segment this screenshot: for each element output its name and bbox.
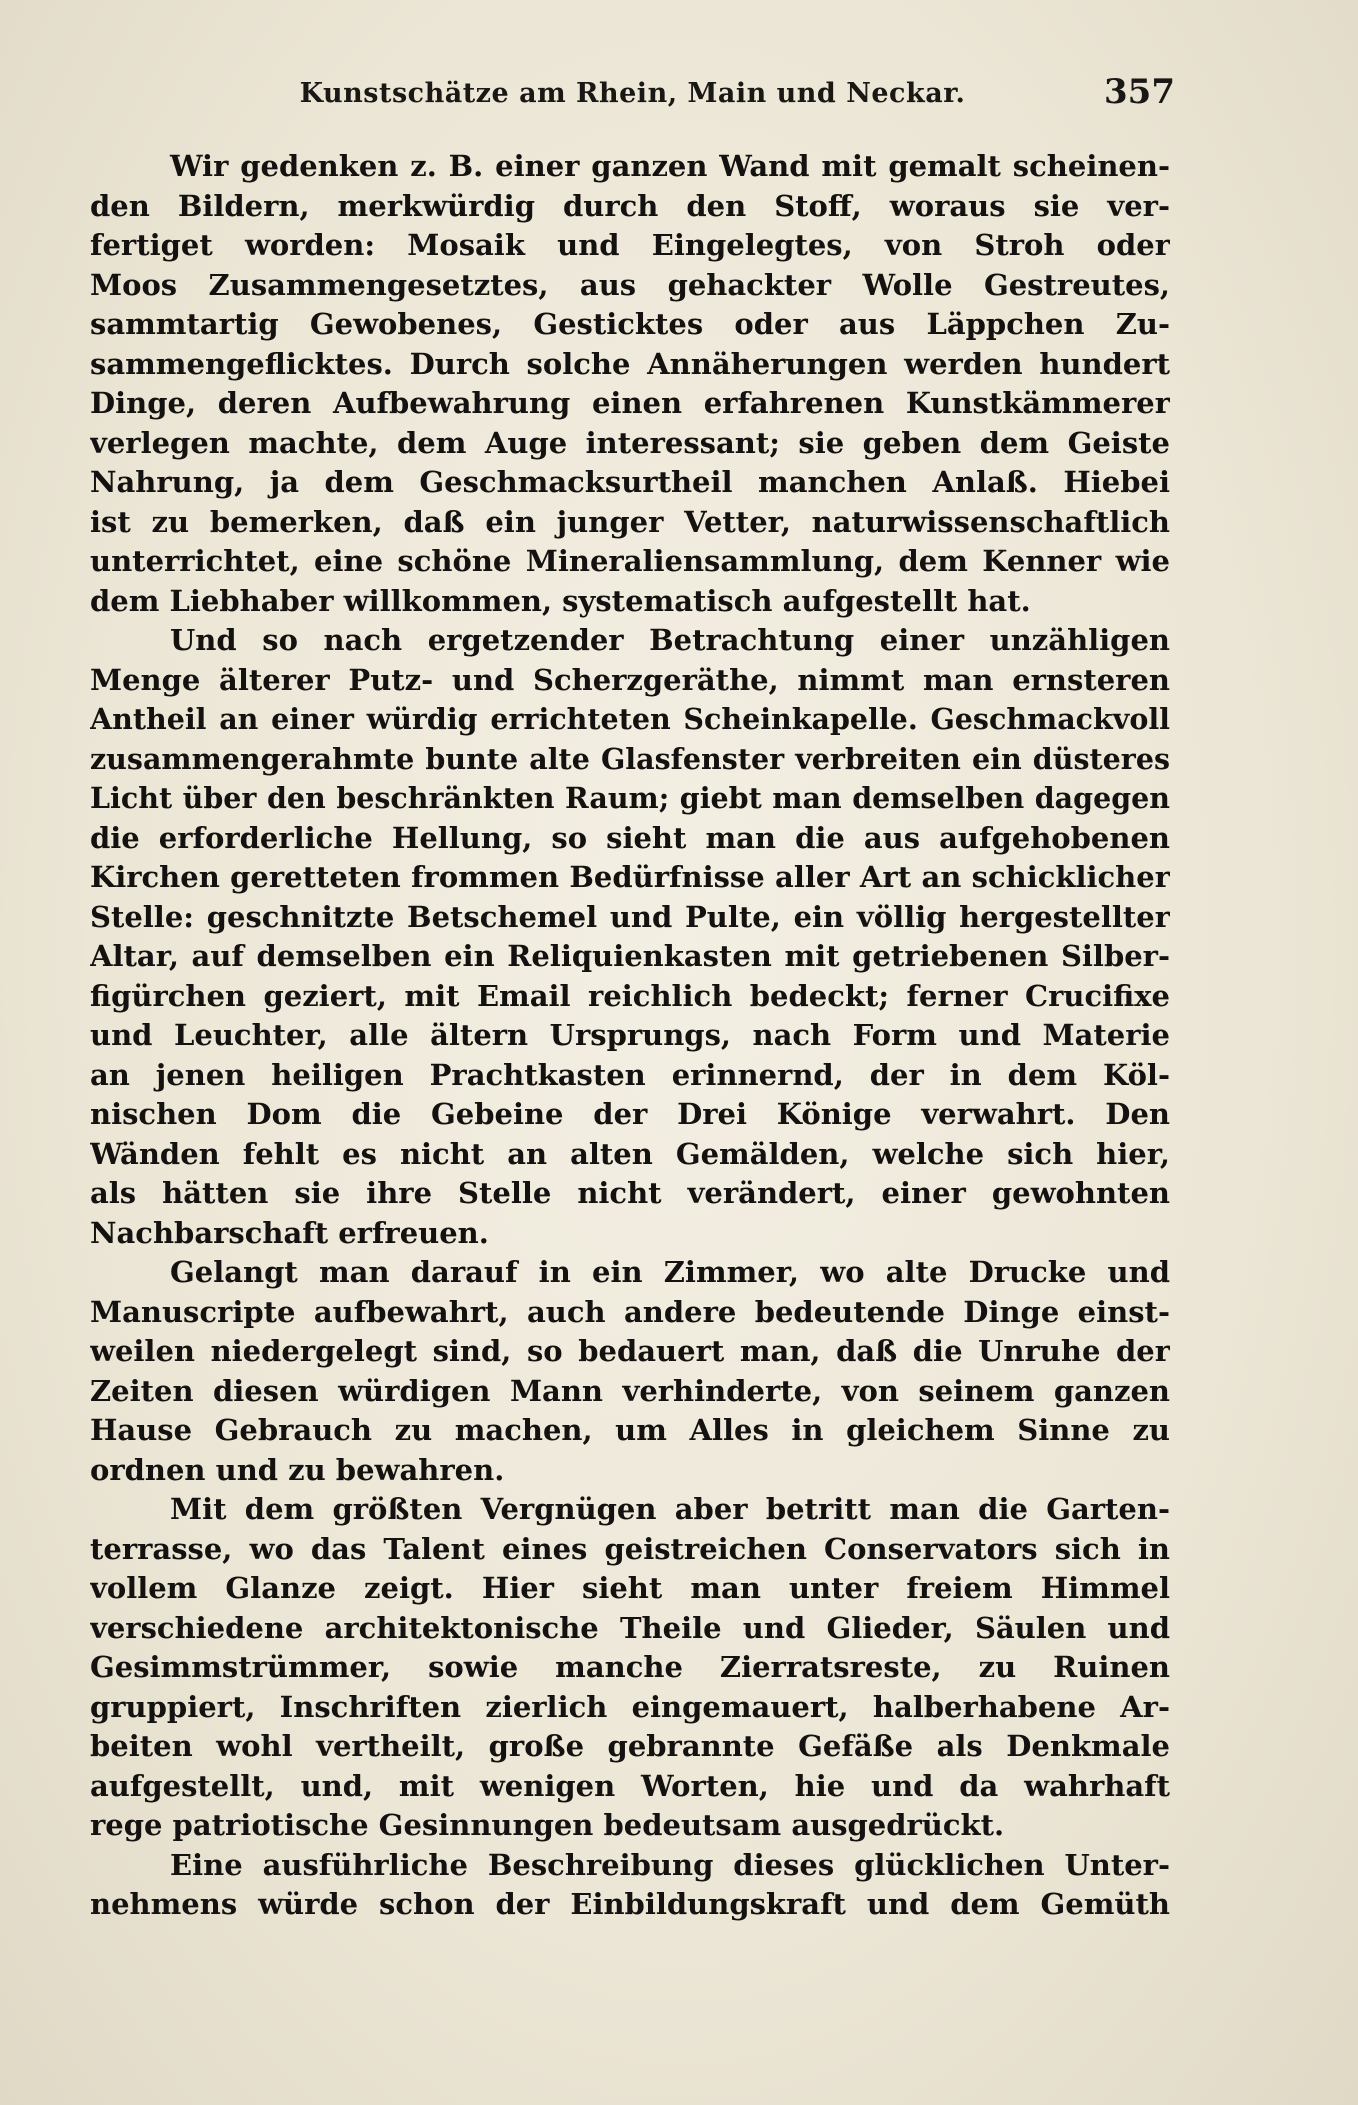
text-line: Hause Gebrauch zu machen, um Alles in gleichem Sinne zu [90,1413,1170,1447]
text-line: zusammengerahmte bunte alte Glasfenster verbreiten ein düsteres [90,741,1170,776]
text-line: vollem Glanze zeigt. Hier sieht man unter freiem Himmel [90,1571,1170,1605]
text-line: Wir gedenken z. B. einer ganzen Wand mit gemalt scheinen- [170,149,1170,183]
text-line: gruppiert, Inschriften zierlich eingemauert, halberhabene Ar- [90,1689,1170,1724]
text-line: Antheil an einer würdig errichteten Scheinkapelle. Geschmackvoll [90,702,1170,736]
text-line: den Bildern, merkwürdig durch den Stoff, woraus sie ver- [90,188,1170,223]
text-line: Moos Zusammengesetztes, aus gehackter Wolle Gestreutes, [90,267,1170,302]
text-line: fertiget worden: Mosaik und Eingelegtes, von Stroh oder [90,228,1170,262]
text-line: als hätten sie ihre Stelle nicht verändert, einer gewohnten [90,1176,1170,1210]
text-line: Eine ausführliche Beschreibung dieses glücklichen Unter- [170,1847,1170,1882]
text-line: Dinge, deren Aufbewahrung einen erfahrenen Kunstkämmerer [90,386,1170,420]
text-line: Altar, auf demselben ein Reliquienkasten mit getriebenen Silber- [90,939,1170,973]
text-line: Und so nach ergetzender Betrachtung einer unzähligen [170,623,1170,657]
text-line: verschiedene architektonische Theile und Glieder, Säulen und [90,1610,1170,1645]
text-line: Mit dem größten Vergnügen aber betritt man die Garten- [170,1492,1170,1526]
text-line: nischen Dom die Gebeine der Drei Könige verwahrt. Den [90,1097,1170,1131]
text-line: nehmens würde schon der Einbildungskraft und dem Gemüth [90,1887,1170,1921]
text-line: verlegen machte, dem Auge interessant; sie geben dem Geiste [90,425,1170,460]
text-line: Nahrung, ja dem Geschmacksurtheil manchen Anlaß. Hiebei [90,465,1170,499]
text-line: unterrichtet, eine schöne Mineraliensammlung, dem Kenner wie [90,544,1170,578]
text-line: Zeiten diesen würdigen Mann verhinderte, von seinem ganzen [90,1373,1170,1408]
running-title: Kunstschätze am Rhein, Main und Neckar. [299,78,966,109]
page-header [90,70,1175,120]
text-line: Gelangt man darauf in ein Zimmer, wo alte Drucke und [170,1255,1170,1289]
text-line: beiten wohl vertheilt, große gebrannte Gefäße als Denkmale [90,1729,1170,1763]
text-line: Manuscripte aufbewahrt, auch andere bedeutende Dinge einst- [90,1294,1170,1329]
text-line: die erforderliche Hellung, so sieht man die aus aufgehobenen [90,820,1170,855]
text-line: ist zu bemerken, daß ein junger Vetter, naturwissenschaftlich [90,504,1170,539]
text-line: und Leuchter, alle ältern Ursprungs, nach Form und Materie [90,1018,1170,1052]
text-line: terrasse, wo das Talent eines geistreichen Conservators sich in [90,1531,1170,1566]
text-line: sammtartig Gewobenes, Gesticktes oder aus Läppchen Zu- [90,307,1170,341]
page-number: 357 [1104,72,1175,112]
text-line: Stelle: geschnitzte Betschemel und Pulte, ein völlig hergestellter [90,899,1170,934]
text-line: Kirchen geretteten frommen Bedürfnisse aller Art an schicklicher [90,860,1170,894]
text-line: weilen niedergelegt sind, so bedauert man, daß die Unruhe der [90,1334,1170,1368]
text-line: rege patriotische Gesinnungen bedeutsam ausgedrückt. [90,1808,1005,1842]
text-line: Menge älterer Putz- und Scherzgeräthe, nimmt man ernsteren [90,662,1170,697]
text-line: an jenen heiligen Prachtkasten erinnernd, der in dem Köl- [90,1057,1170,1092]
text-line: figürchen geziert, mit Email reichlich bedeckt; ferner Crucifixe [90,978,1170,1013]
text-line: Wänden fehlt es nicht an alten Gemälden, welche sich hier, [90,1136,1170,1171]
text-line: sammengeflicktes. Durch solche Annäherungen werden hundert [90,346,1170,381]
text-line: ordnen und zu bewahren. [90,1452,505,1487]
text-line: Nachbarschaft erfreuen. [90,1215,489,1250]
text-line: Licht über den beschränkten Raum; giebt man demselben dagegen [90,781,1170,815]
text-line: dem Liebhaber willkommen, systematisch aufgestellt hat. [90,583,1031,618]
body-text [90,147,1170,1925]
text-line: Gesimmstrümmer, sowie manche Zierratsreste, zu Ruinen [90,1650,1170,1684]
text-line: aufgestellt, und, mit wenigen Worten, hie und da wahrhaft [90,1768,1170,1803]
